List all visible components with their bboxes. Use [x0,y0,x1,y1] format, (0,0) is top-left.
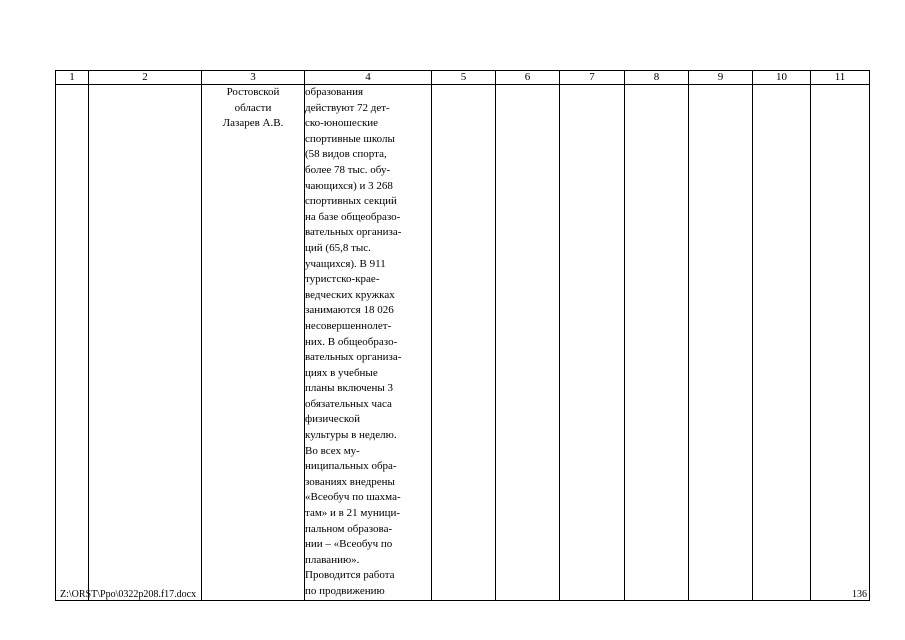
cell-text-line: обязательных часа [305,397,392,410]
cell-text-line: по продвижению [305,585,385,597]
cell-col2 [89,85,202,601]
cell-col11 [811,85,870,601]
header-cell: 10 [753,71,811,85]
cell-text-line: на базе общеобразо- [305,210,401,223]
footer-file-path: Z:\ORST\Ppo\0322p208.f17.docx [60,589,197,600]
cell-text-line: Ростовской [226,86,280,98]
header-cell: 11 [811,71,870,85]
cell-text-line: них. В общеобразо- [305,335,398,348]
cell-col8 [625,85,689,601]
cell-text-line: ниципальных обра- [305,460,397,473]
cell-text-line: циях в учебные [305,366,378,379]
cell-text-line: вательных организа- [305,351,402,364]
header-cell: 1 [56,71,89,85]
cell-text-line: спортивные школы [305,132,395,145]
cell-text-line: планы включены 3 [305,382,394,395]
cell-text-line: культуры в неделю. [305,429,397,442]
cell-text-line: «Всеобуч по шахма- [305,491,401,504]
table-row [56,85,870,601]
cell-text-line: Проводится работа [305,569,395,582]
cell-text-line: ско-юношеские [305,117,379,130]
cell-text-line: занимаются 18 026 [305,304,394,317]
cell-text-line: ций (65,8 тыс. [305,241,371,254]
cell-text-line: области [234,101,272,114]
document-table [55,70,870,601]
cell-text-line: нии – «Всеобуч по [305,538,393,551]
cell-region-responsible [202,85,305,601]
cell-text-line: Во всех му- [305,444,360,457]
cell-text-line: действуют 72 дет- [305,101,390,114]
cell-text-line: образования [305,86,364,98]
cell-text-line: пальном образова- [305,522,393,535]
header-cell: 4 [305,71,432,85]
cell-text-line: зованиях внедрены [305,475,395,488]
cell-text-line: учащихся). В 911 [305,257,386,270]
footer-page-number: 136 [852,589,867,600]
cell-text-line: спортивных секций [305,195,397,208]
cell-text-line: несовершеннолет- [305,319,392,332]
cell-col10 [753,85,811,601]
header-row [56,71,870,85]
header-cell: 8 [625,71,689,85]
cell-text-line: (58 видов спорта, [305,148,387,161]
cell-text-line: Лазарев А.В. [222,117,284,130]
cell-text-line: там» и в 21 муници- [305,507,401,520]
header-cell: 6 [496,71,560,85]
cell-col7 [560,85,625,601]
header-cell: 7 [560,71,625,85]
cell-text-line: чающихся) и 3 268 [305,179,393,192]
cell-text-line: более 78 тыс. обу- [305,163,391,176]
header-cell: 3 [202,71,305,85]
cell-col1 [56,85,89,601]
cell-col5 [432,85,496,601]
cell-col6 [496,85,560,601]
cell-text-line: ведческих кружках [305,288,395,301]
cell-col9 [689,85,753,601]
cell-text-line: вательных организа- [305,226,402,239]
cell-text-line: физической [305,413,360,426]
header-cell: 2 [89,71,202,85]
cell-description [305,85,432,601]
cell-text-line: туристско-крае- [305,273,380,286]
header-cell: 9 [689,71,753,85]
cell-text-line: плаванию». [305,553,360,566]
header-cell: 5 [432,71,496,85]
